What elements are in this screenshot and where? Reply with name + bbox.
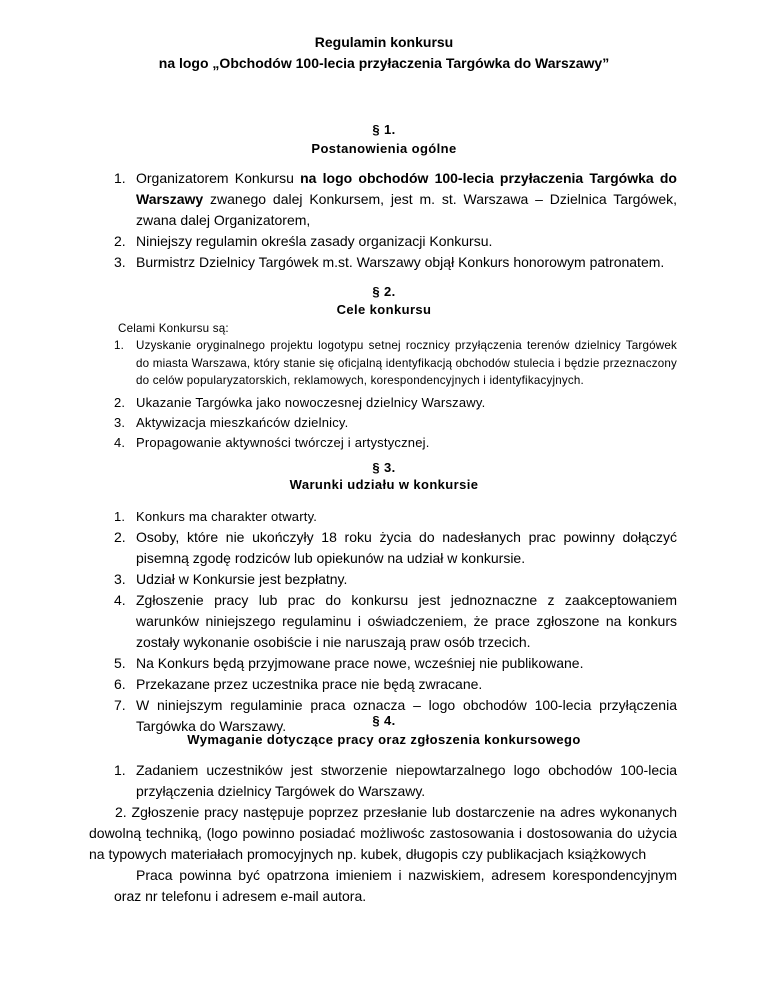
document-title: Regulamin konkursu: [314, 34, 454, 50]
list-item: [114, 252, 677, 273]
item-text: Organizatorem Konkursu: [136, 170, 301, 186]
section-4-title: Wymaganie dotyczące pracy oraz zgłoszenia konkursowego: [187, 732, 581, 747]
item-number: 2.: [114, 529, 126, 545]
item-number: 1.: [114, 339, 125, 352]
item-text: Propagowanie aktywności twórczej i artystycznej.: [136, 434, 430, 450]
document-subtitle: na logo „Obchodów 100-lecia przyłaczenia Targówka do Warszawy”: [158, 55, 610, 71]
section-4-number: § 4.: [372, 713, 396, 728]
item-text: Uzyskanie oryginalnego projektu logotypu setnej rocznicy przyłączenia terenów dzielnicy Targówek do miasta Warszawa, który stanie się oficjalną identyfikacją obchodów stulecia i będzie przeznaczony do celów popularyzatorskich, reklamowych, korespondencyjnych i identyfikacyjnych.: [136, 339, 677, 387]
item-number: 6.: [114, 676, 126, 692]
item-text: Osoby, które nie ukończyły 18 roku życia do nadesłanych prac powinny dołączyć pisemną zgodę rodziców lub opiekunów na udział w konkursie.: [136, 529, 677, 566]
list-item: [114, 653, 677, 674]
section-4-item-2-continuation: Praca powinna być opatrzona imieniem i nazwiskiem, adresem korespondencyjnym oraz nr telefonu i adresem e-mail autora.: [114, 867, 677, 904]
item-text: Zgłoszenie pracy lub prac do konkursu jest jednoznaczne z zaakceptowaniem warunków niniejszego regulaminu i oświadczeniem, że prace zgłoszone na konkurs zostały wykonanie osobiście i nie naruszają praw osób trzecich.: [136, 592, 677, 650]
item-emphasis: na logo obchodów 100-lecia przyłaczenia Targówka do Warszawy: [136, 170, 677, 207]
list-item: [114, 527, 677, 569]
item-number: 3.: [114, 414, 126, 430]
list-item: [114, 231, 677, 252]
section-3-number: § 3.: [372, 460, 396, 475]
section-3-title: Warunki udziału w konkursie: [289, 477, 479, 492]
item-number: 3.: [114, 571, 126, 587]
section-1-list: [114, 168, 677, 273]
section-3-list: [114, 506, 677, 737]
item-number: 1.: [114, 170, 126, 186]
item-text: Aktywizacja mieszkańców dzielnicy.: [136, 414, 349, 430]
item-text: Zgłoszenie pracy następuje poprzez przesłanie lub dostarczenie na adres wykonanych dowolną techniką, (logo powinno posiadać możliwośc zastosowania i dostosowania do użycia na typowych materiałach promocyjnych np. kubek, długopis czy publikacjach książkowych: [89, 804, 678, 862]
section-4-item-2: [89, 802, 677, 865]
list-item: [114, 393, 677, 413]
item-text: Przekazane przez uczestnika prace nie będą zwracane.: [136, 676, 483, 692]
list-item: [114, 413, 677, 433]
item-text: W niniejszym regulaminie praca oznacza – logo obchodów 100-lecia przyłączenia Targówka do Warszawy.: [136, 697, 677, 734]
section-1-number: § 1.: [372, 122, 396, 137]
item-number: 2.: [115, 804, 127, 820]
section-1-title: Postanowienia ogólne: [311, 141, 457, 156]
list-item: [114, 674, 677, 695]
item-text: Zadaniem uczestników jest stworzenie niepowtarzalnego logo obchodów 100-lecia przyłączenia dzielnicy Targówek do Warszawy.: [136, 762, 677, 799]
list-item: [114, 433, 677, 453]
section-2-title: Cele konkursu: [336, 302, 432, 317]
item-text: Udział w Konkursie jest bezpłatny.: [136, 571, 348, 587]
item-text: Burmistrz Dzielnicy Targówek m.st. Warszawy objął Konkurs honorowym patronatem.: [136, 254, 665, 270]
item-number: 3.: [114, 254, 126, 270]
item-number: 1.: [114, 762, 126, 778]
item-text: Konkurs ma charakter otwarty.: [136, 509, 318, 524]
section-2-list: [114, 337, 677, 453]
item-number: 5.: [114, 655, 126, 671]
section-4-item-1: [114, 760, 677, 802]
item-text: Niniejszy regulamin określa zasady organizacji Konkursu.: [136, 233, 493, 249]
section-2-intro: Celami Konkursu są:: [118, 322, 229, 335]
item-number: 4.: [114, 434, 126, 450]
item-number: 2.: [114, 394, 126, 410]
item-text: zwanego dalej Konkursem, jest m. st. Warszawa – Dzielnica Targówek, zwana dalej Organizatorem,: [136, 191, 677, 228]
item-number: 2.: [114, 233, 126, 249]
item-text: Na Konkurs będą przyjmowane prace nowe, wcześniej nie publikowane.: [136, 655, 584, 671]
item-number: 7.: [114, 697, 126, 713]
item-text: Ukazanie Targówka jako nowoczesnej dzielnicy Warszawy.: [136, 394, 486, 410]
list-item: [114, 590, 677, 653]
list-item: [114, 337, 677, 390]
list-item: [114, 506, 677, 527]
section-2-number: § 2.: [372, 284, 396, 299]
list-item: [114, 168, 677, 231]
item-number: 1.: [114, 509, 126, 524]
list-item: [114, 569, 677, 590]
item-number: 4.: [114, 592, 126, 608]
